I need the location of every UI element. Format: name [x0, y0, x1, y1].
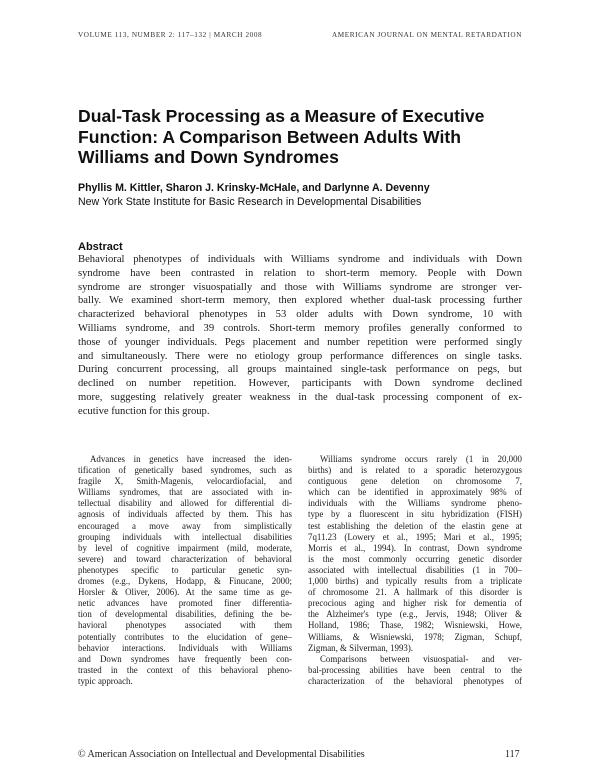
body-line: which can be identified in approximately 98% of	[308, 487, 522, 498]
article-title	[78, 106, 518, 168]
abstract-line: Williams syndrome, and 39 controls. Short-term memory profiles generally conformed to	[78, 322, 522, 334]
body-line: trasted in the context of this behavioral pheno-	[78, 664, 292, 675]
body-line: Williams, & Wisniewski, 1978; Zigman, Schupf,	[308, 631, 522, 642]
body-line: netic advances have promoted finer differentia-	[78, 598, 292, 609]
title-line: Dual-Task Processing as a Measure of Executive	[78, 106, 485, 126]
body-line: Horsler & Oliver, 2006). At the same time as ge-	[78, 587, 292, 598]
body-line: grouping individuals with intellectual disabilities	[78, 531, 292, 542]
body-line: severe) and toward characterization of behavioral	[78, 553, 292, 564]
abstract-line: declined on number repetition. However, participants with Down syndrome declined	[78, 378, 522, 390]
body-line: type by a fluorescent in situ hybridization (FISH)	[308, 509, 522, 520]
abstract-line: syndrome are stronger visuospatially and those with Williams syndrome are stronger ver-	[78, 281, 522, 293]
abstract-line: Behavioral phenotypes of individuals with Williams syndrome and individuals with Down	[78, 254, 522, 265]
abstract-heading: Abstract	[78, 241, 123, 253]
body-line: precocious aging and higher risk for dementia of	[308, 598, 522, 609]
body-line: associated with intellectual disabilities (1 in 700–	[308, 564, 522, 575]
copyright-notice: © American Association on Intellectual and Developmental Disabilities	[78, 749, 365, 760]
body-line: of chromosome 21. A hallmark of this disorder is	[308, 587, 522, 598]
abstract-line: characterized behavioral phenotypes in 53 older adults with Down syndrome, 10 with	[78, 309, 522, 321]
abstract-line: and simultaneously. There were no etiology group performance differences on single tasks.	[78, 350, 522, 362]
body-line: births) and is related to a sporadic heterozygous	[308, 465, 522, 476]
body-line: Zigman, & Silverman, 1993).	[308, 642, 414, 653]
body-line: Williams syndromes, that are associated with in-	[78, 487, 292, 498]
body-line: 1,000 births) and typically results from a triplicate	[308, 576, 522, 587]
abstract-line: ecutive function for this group.	[78, 405, 210, 417]
body-line: and Down syndromes have frequently been con-	[78, 653, 292, 664]
body-line: tion of developmental disabilities, defining the be-	[78, 609, 292, 620]
body-line: is the most commonly occurring genetic disorder	[308, 553, 522, 564]
page-number: 117	[505, 749, 520, 760]
affiliation: New York State Institute for Basic Research in Developmental Disabilities	[78, 196, 422, 208]
author-list: Phyllis M. Kittler, Sharon J. Krinsky-McHale, and Darlynne A. Devenny	[78, 182, 430, 194]
body-line: characterization of the behavioral phenotypes of	[308, 675, 522, 686]
body-line: Advances in genetics have increased the iden-	[90, 454, 292, 464]
abstract-body	[78, 253, 522, 419]
body-line: the Alzheimer's type (e.g., Jervis, 1948; Oliver &	[308, 609, 522, 620]
body-line: individuals with the Williams syndrome pheno-	[308, 498, 522, 509]
body-line: Morris et al., 1994). In contrast, Down syndrome	[308, 542, 522, 553]
body-line: agnosis of individuals affected by them. This has	[78, 509, 292, 520]
abstract-line: those of younger individuals. Pegs placement and number repetition were performed singly	[78, 336, 522, 348]
running-head-right: AMERICAN JOURNAL ON MENTAL RETARDATION	[331, 31, 522, 39]
body-line: by level of cognitive impairment (mild, moderate,	[78, 542, 292, 553]
body-line: bal-processing abilities have been central to the	[308, 664, 522, 675]
abstract-line: more, suggesting relatively greater weakness in the dual-task processing component of ex-	[78, 391, 522, 403]
body-line: tification of genetically based syndromes, such as	[78, 465, 292, 476]
body-column-left	[78, 454, 292, 687]
abstract-line: syndrome have been contrasted in relation to short-term memory. People with Down	[78, 267, 522, 279]
body-line: contiguous gene deletion on chromosome 7,	[308, 476, 522, 487]
abstract-line: bally. We examined short-term memory, then explored whether dual-task processing further	[78, 295, 522, 307]
title-line: Function: A Comparison Between Adults With	[78, 126, 461, 147]
running-head-left: VOLUME 113, NUMBER 2: 117–132 | MARCH 2008	[78, 31, 263, 39]
body-line: Comparisons between visuospatial- and ver-	[320, 653, 522, 664]
title-line: Williams and Down Syndromes	[78, 147, 339, 167]
body-line: 7q11.23 (Lowery et al., 1995; Mari et al., 1995;	[308, 531, 522, 542]
body-line: fragile X, Smith-Magenis, velocardiofacial, and	[78, 476, 292, 487]
body-line: behavior interactions. Individuals with Williams	[78, 642, 292, 653]
body-column-right	[308, 454, 522, 687]
body-line: encouraged a move away from simplistically	[78, 520, 292, 531]
body-line: typic approach.	[78, 675, 133, 686]
body-line: phenotypes specific to particular genetic syn-	[78, 564, 292, 575]
body-line: dromes (e.g., Dykens, Hodapp, & Finucane, 2000;	[78, 576, 292, 587]
body-line: tellectual disability and allowed for differential di-	[78, 498, 292, 509]
body-line: havioral phenotypes associated with them	[78, 620, 292, 631]
body-line: Williams syndrome occurs rarely (1 in 20,000	[320, 454, 522, 464]
body-line: Holland, 1986; Thase, 1982; Wisniewski, Howe,	[308, 620, 522, 631]
body-line: potentially contributes to the elucidation of gene–	[78, 631, 292, 642]
abstract-line: During concurrent processing, all groups maintained single-task performance on pegs, but	[78, 364, 522, 376]
body-line: test establishing the deletion of the elastin gene at	[308, 520, 522, 531]
